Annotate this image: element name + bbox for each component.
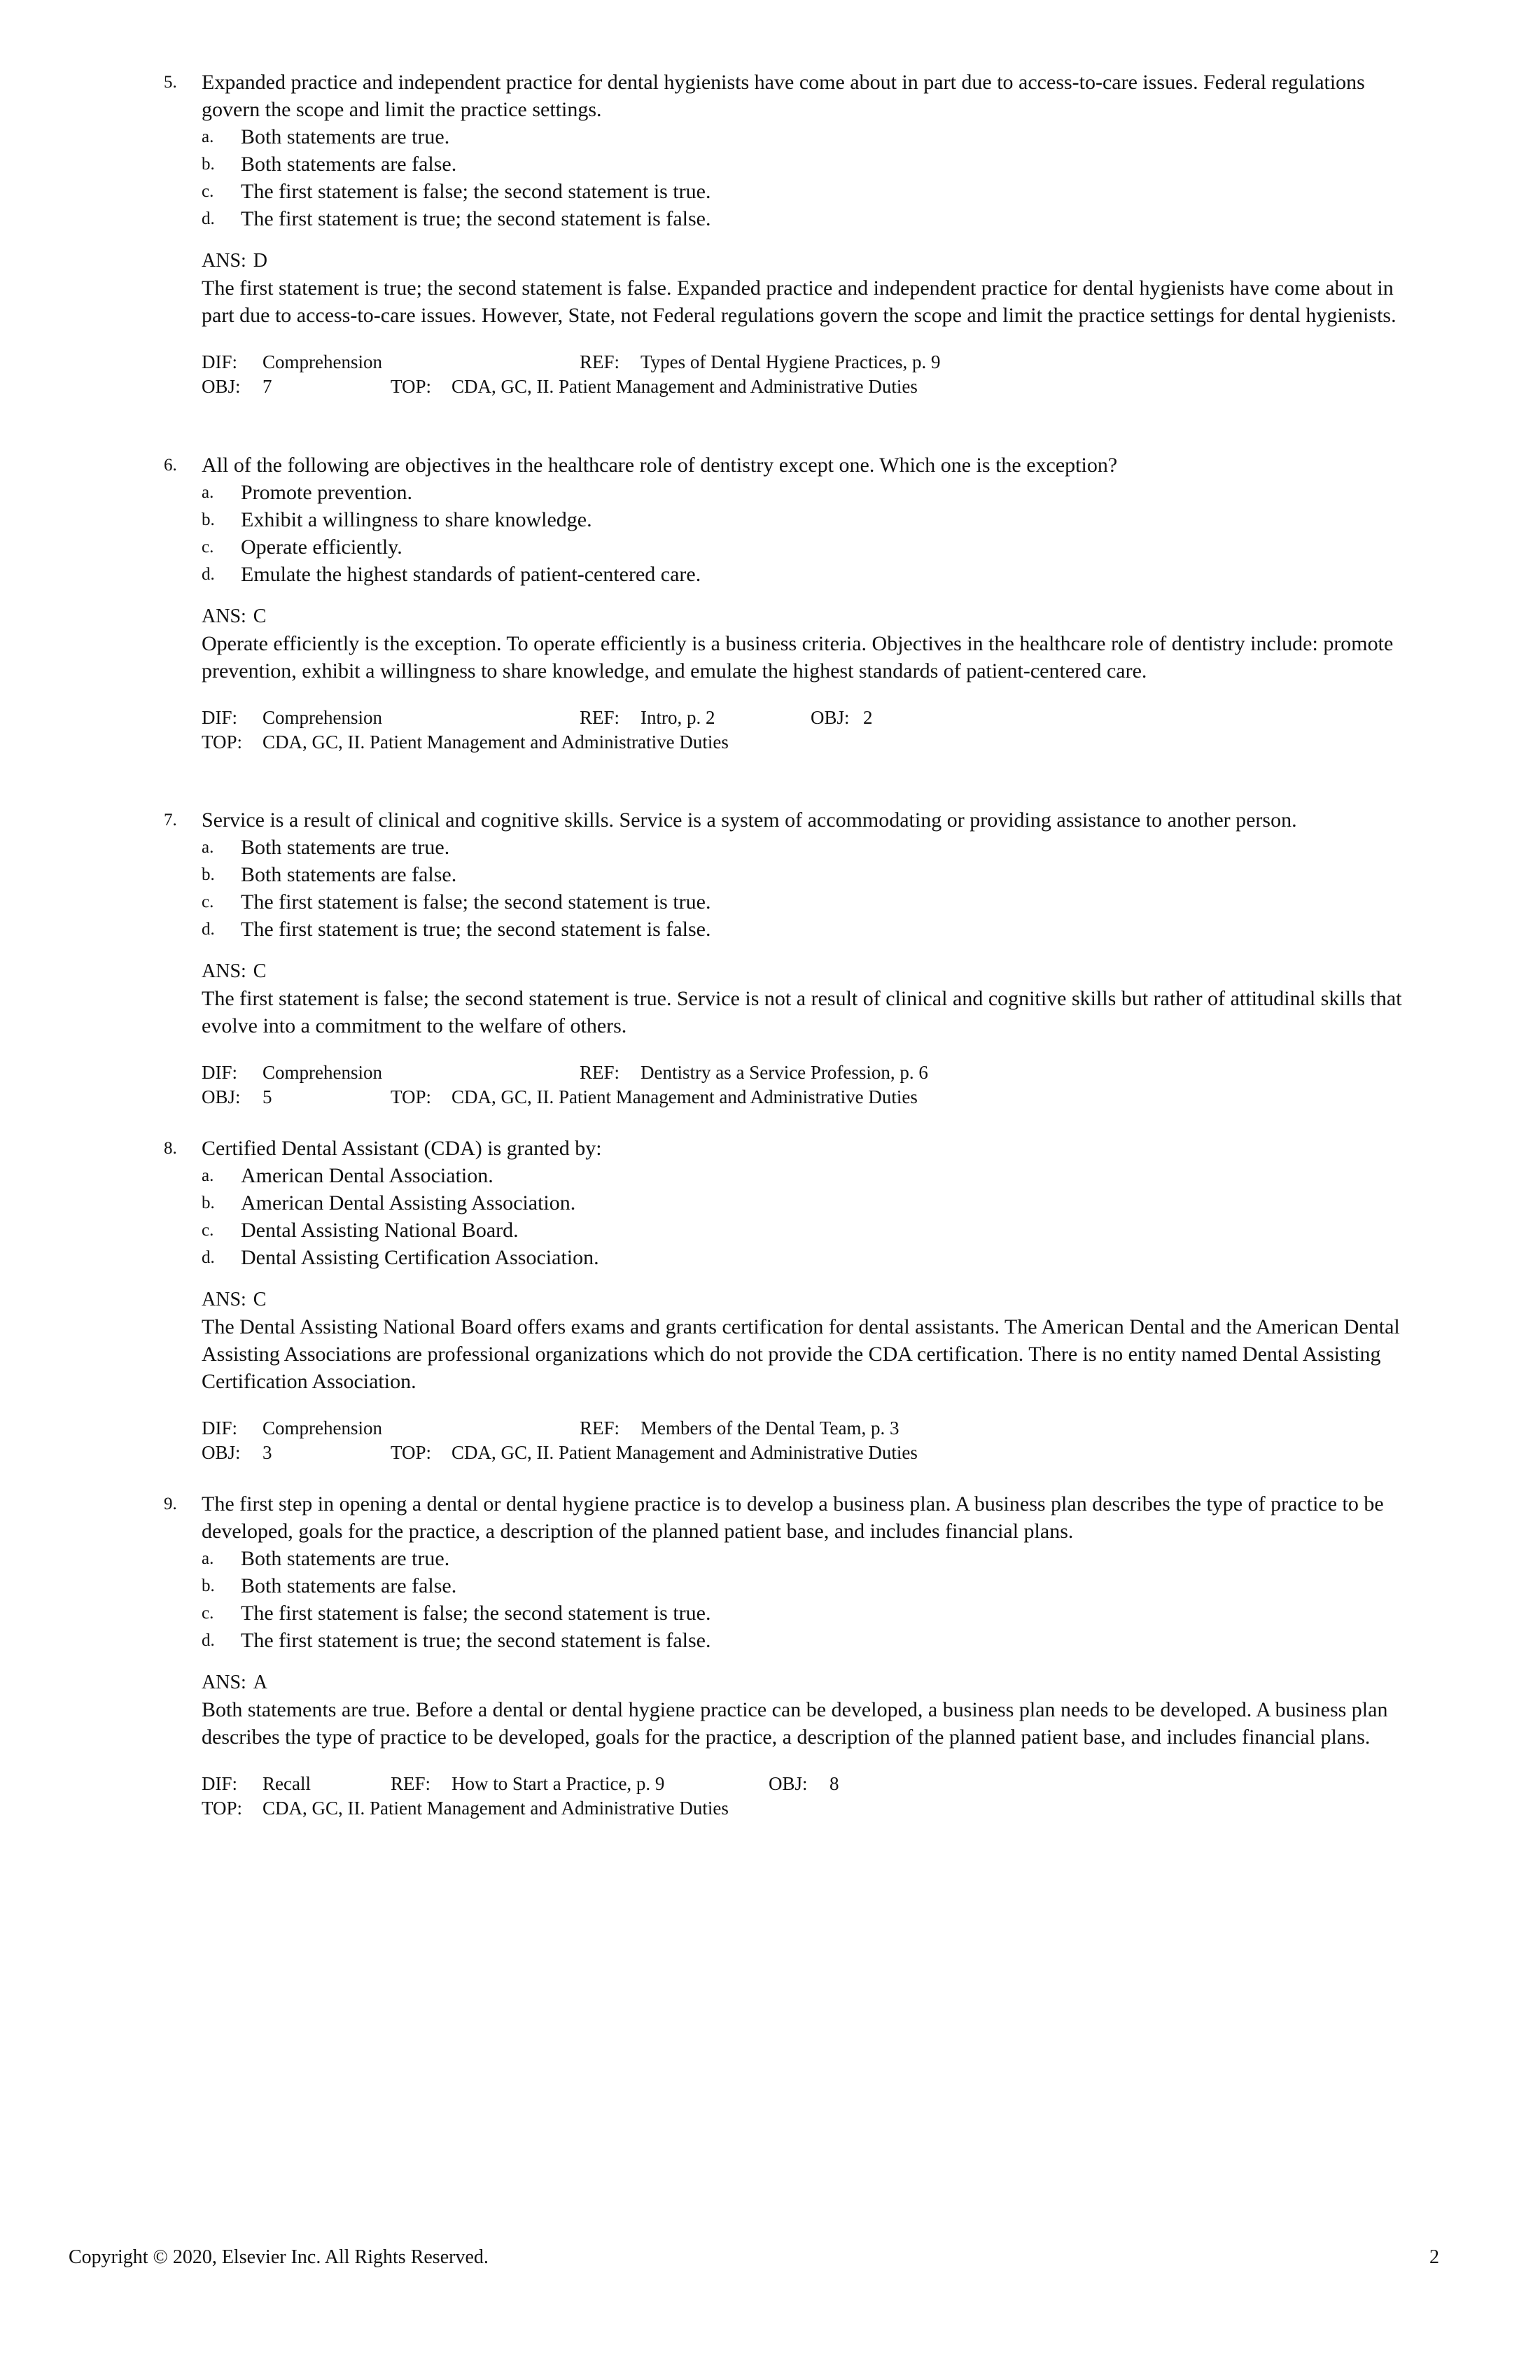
question-stem [164, 1135, 1424, 1162]
option-letter: d. [202, 920, 215, 939]
question-metadata [202, 706, 1424, 755]
option-d [164, 561, 1424, 588]
ref-label: REF: [580, 1062, 620, 1083]
answer-value: C [253, 960, 267, 982]
question-stem [164, 451, 1424, 479]
answer-options [164, 1162, 1424, 1271]
objective-value: 5 [262, 1086, 272, 1107]
option-text: Dental Assisting National Board. [241, 1219, 519, 1242]
question-number: 9. [164, 1494, 177, 1513]
dif-label: DIF: [202, 1418, 238, 1438]
option-text: Both statements are true. [241, 836, 450, 859]
option-letter: c. [202, 892, 214, 911]
option-letter: b. [202, 1194, 215, 1212]
top-label: TOP: [391, 1442, 432, 1463]
option-b [164, 1572, 1424, 1600]
option-letter: c. [202, 538, 214, 556]
reference-value: Dentistry as a Service Profession, p. 6 [640, 1062, 928, 1083]
reference-value: How to Start a Practice, p. 9 [451, 1773, 665, 1794]
difficulty-value: Comprehension [262, 351, 382, 372]
dif-label: DIF: [202, 351, 238, 372]
option-text: The first statement is false; the second statement is true. [241, 1602, 711, 1625]
option-d [164, 916, 1424, 943]
obj-label: OBJ: [202, 1086, 241, 1107]
option-letter: a. [202, 483, 214, 502]
option-text: The first statement is true; the second statement is false. [241, 207, 711, 230]
answer-value: D [253, 250, 268, 272]
top-label: TOP: [391, 1086, 432, 1107]
question-metadata [202, 1772, 1424, 1821]
option-c [164, 1217, 1424, 1244]
ref-label: REF: [580, 1418, 620, 1438]
option-letter: a. [202, 838, 214, 857]
option-text: Both statements are false. [241, 863, 457, 886]
option-text: Dental Assisting Certification Association. [241, 1246, 599, 1269]
option-text: Both statements are true. [241, 125, 450, 148]
answer-label: ANS: [202, 1289, 246, 1310]
option-letter: c. [202, 1221, 214, 1240]
question-stem [164, 806, 1424, 834]
option-d [164, 1244, 1424, 1271]
question-text: The first step in opening a dental or dental hygiene practice is to develop a business plan. A business plan describes the type of practice to be developed, goals for the practice, a description of the planned patient base, and includes financial plans. [202, 1492, 1384, 1543]
question-metadata [202, 1060, 1424, 1110]
answer-rationale: Operate efficiently is the exception. To operate efficiently is a business criteria. Objectives in the healthcare role of dentistry include: promote prevention, exhibit a willingness to share knowledge, and emulate the highest standards of patient-centered care. [202, 632, 1394, 682]
option-text: Exhibit a willingness to share knowledge. [241, 508, 592, 531]
option-b [164, 506, 1424, 533]
option-text: The first statement is true; the second statement is false. [241, 918, 711, 941]
answer-rationale: The first statement is false; the second statement is true. Service is not a result of clinical and cognitive skills but rather of attitudinal skills that evolve into a commitment to the welfare of others. [202, 987, 1402, 1037]
top-label: TOP: [391, 376, 432, 397]
obj-label: OBJ: [202, 376, 241, 397]
answer-value: C [253, 606, 267, 627]
option-c [164, 533, 1424, 561]
objective-value: 7 [262, 376, 272, 397]
objective-value: 2 [863, 707, 873, 728]
dif-label: DIF: [202, 1062, 238, 1083]
question-number: 7. [164, 811, 177, 830]
question-text: Expanded practice and independent practice for dental hygienists have come about in part due to access-to-care issues. Federal regulations govern the scope and limit the practice settings. [202, 71, 1365, 121]
obj-label: OBJ: [202, 1442, 241, 1463]
answer-rationale: Both statements are true. Before a dental or dental hygiene practice can be developed, a business plan needs to be developed. A business plan describes the type of practice to be developed, goals for the practice, a description of the planned patient base, and includes financial plans. [202, 1698, 1388, 1749]
option-text: Both statements are true. [241, 1547, 450, 1570]
option-text: The first statement is false; the second statement is true. [241, 890, 711, 913]
option-a [164, 834, 1424, 861]
question-5 [164, 69, 1424, 399]
option-a [164, 1162, 1424, 1189]
option-a [164, 479, 1424, 506]
question-text: All of the following are objectives in the healthcare role of dentistry except one. Which one is the exception? [202, 454, 1118, 477]
reference-value: Members of the Dental Team, p. 3 [640, 1418, 899, 1438]
obj-label: OBJ: [811, 707, 850, 728]
answer-options [164, 123, 1424, 232]
option-letter: d. [202, 209, 215, 228]
ref-label: REF: [580, 351, 620, 372]
question-6 [164, 451, 1424, 755]
answer-label: ANS: [202, 960, 246, 982]
difficulty-value: Comprehension [262, 1418, 382, 1438]
difficulty-value: Comprehension [262, 707, 382, 728]
question-7 [164, 806, 1424, 1110]
option-a [164, 123, 1424, 150]
answer-key [164, 1669, 1424, 1696]
question-text: Certified Dental Assistant (CDA) is granted by: [202, 1137, 602, 1160]
option-text: American Dental Assisting Association. [241, 1191, 576, 1214]
option-b [164, 861, 1424, 888]
objective-value: 8 [830, 1773, 839, 1794]
option-c [164, 178, 1424, 205]
option-c [164, 888, 1424, 916]
option-letter: d. [202, 565, 215, 584]
answer-rationale: The first statement is true; the second statement is false. Expanded practice and independent practice for dental hygienists have come about in part due to access-to-care issues. However, State, not Federal regulations govern the scope and limit the practice settings for dental hygienists. [202, 276, 1396, 327]
question-text: Service is a result of clinical and cognitive skills. Service is a system of accommodating or providing assistance to another person. [202, 808, 1297, 832]
ref-label: REF: [580, 707, 620, 728]
answer-key [164, 958, 1424, 985]
option-b [164, 1189, 1424, 1217]
answer-label: ANS: [202, 1672, 246, 1693]
question-9 [164, 1490, 1424, 1821]
option-text: The first statement is false; the second statement is true. [241, 180, 711, 203]
question-stem [164, 69, 1424, 123]
option-text: Operate efficiently. [241, 536, 402, 559]
option-letter: b. [202, 510, 215, 529]
difficulty-value: Recall [262, 1773, 311, 1794]
answer-key [164, 1286, 1424, 1313]
option-text: Both statements are false. [241, 153, 457, 176]
option-text: Both statements are false. [241, 1574, 457, 1597]
option-text: American Dental Association. [241, 1164, 493, 1187]
option-letter: a. [202, 127, 214, 146]
question-stem [164, 1490, 1424, 1545]
question-number: 6. [164, 456, 177, 475]
answer-label: ANS: [202, 606, 246, 627]
option-a [164, 1545, 1424, 1572]
answer-value: C [253, 1289, 267, 1310]
option-letter: a. [202, 1549, 214, 1568]
page-number: 2 [1429, 2246, 1439, 2268]
option-letter: c. [202, 1604, 214, 1623]
question-metadata [202, 350, 1424, 399]
option-text: Promote prevention. [241, 481, 412, 504]
topic-value: CDA, GC, II. Patient Management and Administrative Duties [451, 1086, 918, 1107]
option-letter: b. [202, 865, 215, 884]
topic-value: CDA, GC, II. Patient Management and Administrative Duties [451, 376, 918, 397]
option-letter: d. [202, 1631, 215, 1650]
option-letter: c. [202, 182, 214, 201]
top-label: TOP: [202, 1798, 243, 1819]
option-text: Emulate the highest standards of patient-centered care. [241, 563, 701, 586]
answer-options [164, 834, 1424, 943]
option-letter: d. [202, 1248, 215, 1267]
ref-label: REF: [391, 1773, 431, 1794]
question-number: 8. [164, 1139, 177, 1158]
copyright-notice: Copyright © 2020, Elsevier Inc. All Rights Reserved. [69, 2246, 489, 2268]
dif-label: DIF: [202, 1773, 238, 1794]
topic-value: CDA, GC, II. Patient Management and Administrative Duties [262, 1798, 729, 1819]
top-label: TOP: [202, 732, 243, 752]
topic-value: CDA, GC, II. Patient Management and Administrative Duties [451, 1442, 918, 1463]
topic-value: CDA, GC, II. Patient Management and Administrative Duties [262, 732, 729, 752]
obj-label: OBJ: [769, 1773, 808, 1794]
objective-value: 3 [262, 1442, 272, 1463]
answer-options [164, 479, 1424, 588]
option-b [164, 150, 1424, 178]
question-number: 5. [164, 73, 177, 92]
dif-label: DIF: [202, 707, 238, 728]
difficulty-value: Comprehension [262, 1062, 382, 1083]
option-c [164, 1600, 1424, 1627]
option-d [164, 205, 1424, 232]
answer-value: A [253, 1672, 268, 1693]
option-letter: b. [202, 155, 215, 174]
option-letter: a. [202, 1166, 214, 1185]
answer-rationale: The Dental Assisting National Board offers exams and grants certification for dental assistants. The American Dental and the American Dental Assisting Associations are professional organizations which do not provide the CDA certification. There is no entity named Dental Assisting Certification Association. [202, 1315, 1400, 1393]
reference-value: Intro, p. 2 [640, 707, 715, 728]
reference-value: Types of Dental Hygiene Practices, p. 9 [640, 351, 941, 372]
answer-label: ANS: [202, 250, 246, 272]
option-letter: b. [202, 1576, 215, 1595]
question-8 [164, 1135, 1424, 1465]
answer-key [164, 247, 1424, 274]
option-text: The first statement is true; the second statement is false. [241, 1629, 711, 1652]
question-metadata [202, 1416, 1424, 1465]
option-d [164, 1627, 1424, 1654]
answer-options [164, 1545, 1424, 1654]
answer-key [164, 603, 1424, 630]
